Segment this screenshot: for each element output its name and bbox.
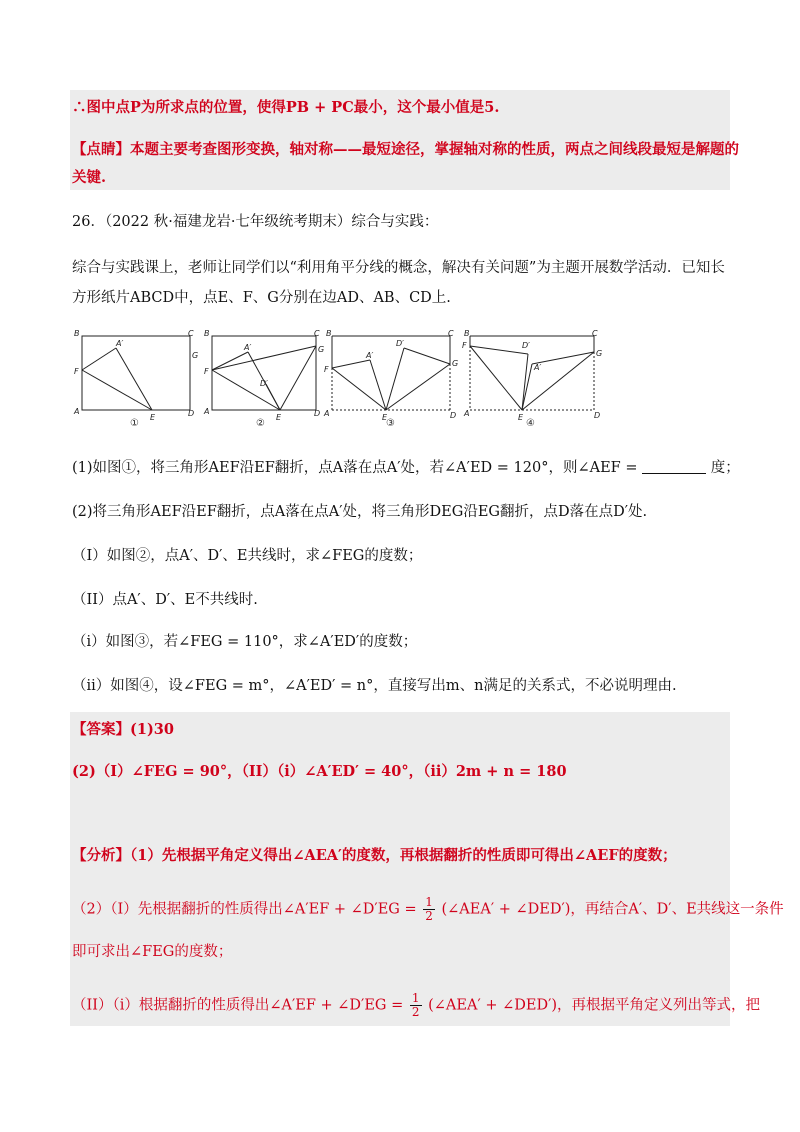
comment-line-2: 关键. bbox=[72, 169, 107, 186]
answer-line-2: (2)（I）∠FEG = 90°，（II）（i）∠A′ED′ = 40°，（ii）2m + n = 180 bbox=[72, 763, 567, 780]
question-intro-2: 方形纸片ABCD中，点E、F、G分别在边AD、AB、CD上. bbox=[72, 290, 451, 306]
fig2-label-A1: A′ bbox=[244, 343, 252, 352]
fig1-label-D: D bbox=[188, 409, 195, 418]
question-part-2-i: （I）如图②，点A′、D′、E共线时，求∠FEG的度数； bbox=[72, 548, 423, 564]
fig3-caption: ③ bbox=[386, 418, 395, 428]
question-part-1-tail: 度； bbox=[710, 460, 740, 476]
question-part-2-ii: （II）点A′、D′、E不共线时. bbox=[72, 592, 258, 608]
analysis-line-2 bbox=[72, 896, 784, 923]
fig4-label-D1: D′ bbox=[522, 341, 530, 350]
question-part-2-ii-ii: （ii）如图④，设∠FEG = m°，∠A′ED′ = n°，直接写出m、n满足的关系式，不必说明理由. bbox=[72, 678, 677, 694]
comment-line-1 bbox=[72, 140, 739, 160]
question-part-2-ii-i: （i）如图③，若∠FEG = 110°，求∠A′ED′的度数； bbox=[72, 634, 418, 650]
fig2-label-C: C bbox=[314, 329, 320, 338]
analysis-line-4 bbox=[72, 992, 760, 1019]
fig3-label-B: B bbox=[326, 329, 332, 338]
question-intro-1: 综合与实践课上，老师让同学们以“利用角平分线的概念，解决有关问题”为主题开展数学活动．已知长 bbox=[72, 260, 725, 276]
fig4-label-E: E bbox=[518, 413, 524, 422]
answer-tag: 【答案】 bbox=[72, 721, 130, 738]
fig2-label-A: A bbox=[204, 407, 210, 416]
fig2-label-D: D bbox=[314, 409, 321, 418]
analysis-text-4b: (∠AEA′ + ∠DED′)，再根据平角定义列出等式，把 bbox=[428, 997, 761, 1014]
figure-4 bbox=[462, 329, 602, 428]
comment-text: 本题主要考查图形变换，轴对称——最短途径，掌握轴对称的性质，两点之间线段最短是解题的 bbox=[130, 141, 739, 158]
fig1-label-F: F bbox=[74, 367, 79, 376]
figure-1 bbox=[73, 329, 198, 428]
analysis-text-2a: （2）（I）先根据翻折的性质得出∠A′EF + ∠D′EG = bbox=[72, 901, 417, 918]
analysis-line-3: 即可求出∠FEG的度数； bbox=[72, 944, 233, 960]
fig4-label-A: A bbox=[464, 409, 470, 418]
fig4-label-B: B bbox=[464, 329, 470, 338]
figures-row bbox=[70, 328, 730, 428]
fig2-label-D1: D′ bbox=[260, 379, 268, 388]
fig3-label-D: D bbox=[450, 411, 457, 420]
fig2-caption: ② bbox=[256, 418, 265, 428]
figure-3 bbox=[323, 329, 458, 428]
fig2-label-G: G bbox=[318, 345, 325, 354]
fig1-label-B: B bbox=[74, 329, 80, 338]
answer-band bbox=[70, 712, 730, 1026]
fig4-caption: ④ bbox=[526, 418, 535, 428]
analysis-text-1: （1）先根据平角定义得出∠AEA′的度数，再根据翻折的性质即可得出∠AEF的度数； bbox=[130, 847, 677, 864]
question-header: 26．（2022 秋·福建龙岩·七年级统考期末）综合与实践： bbox=[72, 214, 439, 230]
fraction-half-2: $\frac{1}{2}$ bbox=[411, 991, 420, 1019]
fraction-half: $\frac{1}{2}$ bbox=[425, 895, 433, 923]
fig3-label-A: A bbox=[324, 409, 330, 418]
analysis-line-1 bbox=[72, 846, 677, 866]
analysis-tag: 【分析】 bbox=[72, 847, 130, 864]
fig3-label-A1: A′ bbox=[366, 351, 374, 360]
fig2-label-B: B bbox=[204, 329, 210, 338]
analysis-text-2b: (∠AEA′ + ∠DED′)，再结合A′、D′、E共线这一条件 bbox=[441, 901, 784, 918]
fig3-label-E: E bbox=[382, 413, 388, 422]
fig3-label-D1: D′ bbox=[396, 339, 404, 348]
figure-2 bbox=[203, 329, 324, 428]
fig3-label-F: F bbox=[324, 365, 329, 374]
fig4-label-C: C bbox=[592, 329, 598, 338]
answer-line-1 bbox=[72, 720, 174, 740]
fig2-label-E: E bbox=[276, 413, 282, 422]
fig3-label-C: C bbox=[448, 329, 454, 338]
fig2-label-F: F bbox=[204, 367, 209, 376]
answer-blank bbox=[642, 459, 706, 474]
question-part-1-text: (1)如图①，将三角形AEF沿EF翻折，点A落在点A′处，若∠A′ED = 120°，则∠AEF = bbox=[72, 460, 638, 476]
fig4-label-D: D bbox=[594, 411, 601, 420]
question-part-2: (2)将三角形AEF沿EF翻折，点A落在点A′处，将三角形DEG沿EG翻折，点D落在点D′处. bbox=[72, 504, 648, 520]
fig1-label-C: C bbox=[188, 329, 194, 338]
fig1-label-E: E bbox=[150, 413, 156, 422]
analysis-text-4a: （II）（i）根据翻折的性质得出∠A′EF + ∠D′EG = bbox=[72, 997, 404, 1014]
fig1-caption: ① bbox=[130, 418, 139, 428]
fig4-label-A1: A′ bbox=[534, 363, 542, 372]
fig4-label-G: G bbox=[596, 349, 603, 358]
conclusion-text: ∴图中点P为所求点的位置，使得PB + PC最小，这个最小值是5. bbox=[72, 99, 500, 116]
comment-tag: 【点睛】 bbox=[72, 141, 130, 158]
fig4-label-F: F bbox=[462, 341, 467, 350]
fig1-label-A: A bbox=[74, 407, 80, 416]
fig1-label-A1: A′ bbox=[116, 339, 124, 348]
answer-part-1: (1)30 bbox=[130, 721, 174, 738]
fig1-label-G: G bbox=[192, 351, 199, 360]
fig3-label-G: G bbox=[452, 359, 459, 368]
question-part-1 bbox=[72, 458, 740, 478]
